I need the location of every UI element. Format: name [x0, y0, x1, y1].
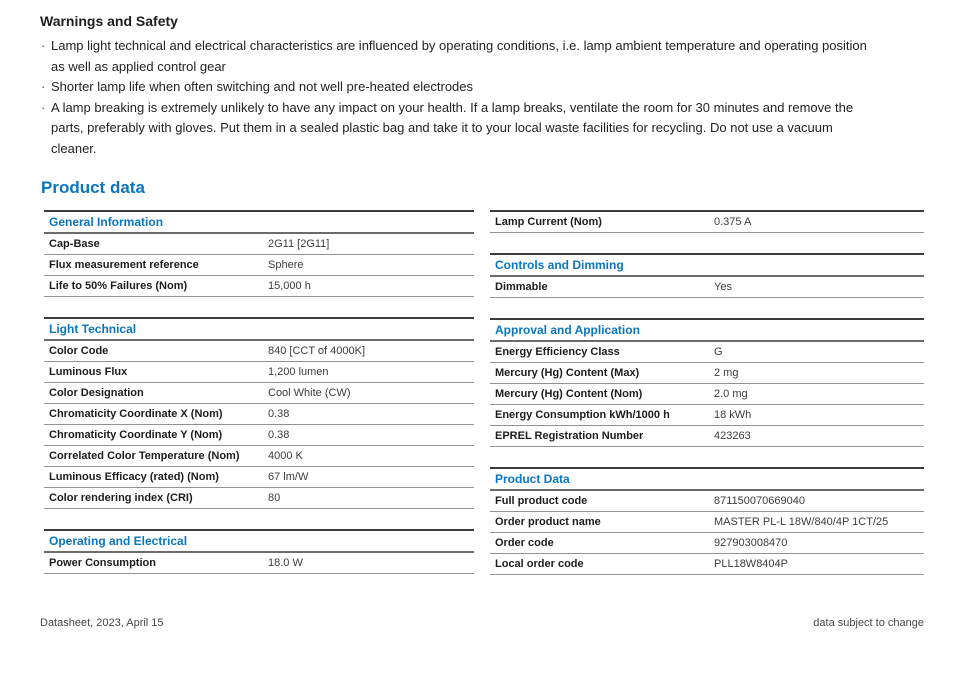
table-section-header: Operating and Electrical — [44, 531, 474, 553]
table-row — [44, 467, 474, 488]
table-section-header: Light Technical — [44, 319, 474, 341]
row-label: Full product code — [495, 495, 588, 507]
row-label: Color Code — [49, 345, 109, 357]
table-section-header: Product Data — [490, 469, 924, 491]
table-row — [490, 533, 924, 554]
product-data-right-column — [490, 210, 924, 595]
row-value: Yes — [714, 281, 732, 293]
row-value: 67 lm/W — [268, 471, 309, 483]
row-label: Lamp Current (Nom) — [495, 216, 602, 228]
row-value: 15,000 h — [268, 280, 311, 292]
table-section-header: Controls and Dimming — [490, 255, 924, 277]
table-approval-and-application — [490, 318, 924, 447]
table-row — [490, 277, 924, 298]
row-label: Energy Efficiency Class — [495, 346, 620, 358]
row-value: G — [714, 346, 723, 358]
row-label: Life to 50% Failures (Nom) — [49, 280, 188, 292]
row-value: 423263 — [714, 430, 751, 442]
row-value: 0.38 — [268, 429, 290, 441]
table-light-technical — [44, 317, 474, 509]
footer-date: Datasheet, 2023, April 15 — [40, 617, 164, 629]
row-label: Local order code — [495, 558, 584, 570]
row-value: Cool White (CW) — [268, 387, 351, 399]
table-row — [490, 554, 924, 575]
table-product-data — [490, 467, 924, 575]
table-row — [44, 425, 474, 446]
row-label: EPREL Registration Number — [495, 430, 644, 442]
table-row — [490, 426, 924, 447]
table-row — [490, 342, 924, 363]
row-label: Mercury (Hg) Content (Max) — [495, 367, 640, 379]
row-label: Luminous Flux — [49, 366, 128, 378]
warning-bullet: · A lamp breaking is extremely unlikely to have any impact on your health. If a lamp breaks, ventilate the room for 30 minutes and remove the parts, preferably with gloves. Put them in a sealed plastic bag and take it to your local waste facilities for recycling. Do not use a vacuum cleaner. — [40, 98, 868, 160]
table-row — [44, 383, 474, 404]
table-section-header: Approval and Application — [490, 320, 924, 342]
row-label: Power Consumption — [49, 557, 156, 569]
table-controls-and-dimming — [490, 253, 924, 298]
table-general-information — [44, 210, 474, 297]
row-label: Mercury (Hg) Content (Nom) — [495, 388, 643, 400]
product-data-title: Product data — [41, 178, 145, 197]
table-row — [44, 553, 474, 574]
row-label: Order product name — [495, 516, 601, 528]
warning-bullet: · Lamp light technical and electrical characteristics are influenced by operating conditions, i.e. lamp ambient temperature and operating position as well as applied control gear — [40, 36, 868, 77]
row-value: 927903008470 — [714, 537, 788, 549]
row-label: Color Designation — [49, 387, 144, 399]
table-row — [44, 488, 474, 509]
row-label: Dimmable — [495, 281, 548, 293]
row-value: 871150070669040 — [714, 495, 805, 507]
table-row — [44, 404, 474, 425]
product-data-columns — [44, 210, 924, 595]
table-row — [490, 363, 924, 384]
table-continuation — [490, 210, 924, 233]
row-value: 1,200 lumen — [268, 366, 329, 378]
table-row — [490, 212, 924, 233]
table-row — [44, 341, 474, 362]
table-row — [44, 276, 474, 297]
row-label: Cap-Base — [49, 238, 100, 250]
table-row — [44, 255, 474, 276]
row-label: Color rendering index (CRI) — [49, 492, 193, 504]
table-operating-and-electrical — [44, 529, 474, 574]
row-value: MASTER PL-L 18W/840/4P 1CT/25 — [714, 516, 889, 528]
row-label: Flux measurement reference — [49, 259, 199, 271]
warning-bullet: · Shorter lamp life when often switching and not well pre-heated electrodes — [40, 77, 868, 98]
row-value: 0.375 A — [714, 216, 752, 228]
table-row — [490, 384, 924, 405]
footer-disclaimer: data subject to change — [813, 617, 924, 629]
row-label: Chromaticity Coordinate X (Nom) — [49, 408, 223, 420]
table-row — [490, 405, 924, 426]
row-label: Correlated Color Temperature (Nom) — [49, 450, 240, 462]
row-value: Sphere — [268, 259, 304, 271]
table-section-header: General Information — [44, 212, 474, 234]
row-label: Luminous Efficacy (rated) (Nom) — [49, 471, 219, 483]
row-label: Energy Consumption kWh/1000 h — [495, 409, 670, 421]
row-value: 2.0 mg — [714, 388, 748, 400]
row-value: 2 mg — [714, 367, 739, 379]
warnings-list — [40, 36, 868, 159]
table-row — [490, 491, 924, 512]
product-data-left-column — [44, 210, 474, 595]
row-label: Chromaticity Coordinate Y (Nom) — [49, 429, 223, 441]
row-value: 840 [CCT of 4000K] — [268, 345, 366, 357]
row-label: Order code — [495, 537, 554, 549]
row-value: 4000 K — [268, 450, 303, 462]
row-value: 18 kWh — [714, 409, 752, 421]
row-value: 80 — [268, 492, 281, 504]
row-value: PLL18W8404P — [714, 558, 788, 570]
row-value: 0.38 — [268, 408, 290, 420]
page-footer — [40, 617, 924, 629]
table-row — [490, 512, 924, 533]
table-row — [44, 446, 474, 467]
warnings-title: Warnings and Safety — [40, 13, 178, 29]
table-row — [44, 362, 474, 383]
row-value: 2G11 [2G11] — [268, 238, 330, 250]
table-row — [44, 234, 474, 255]
row-value: 18.0 W — [268, 557, 303, 569]
